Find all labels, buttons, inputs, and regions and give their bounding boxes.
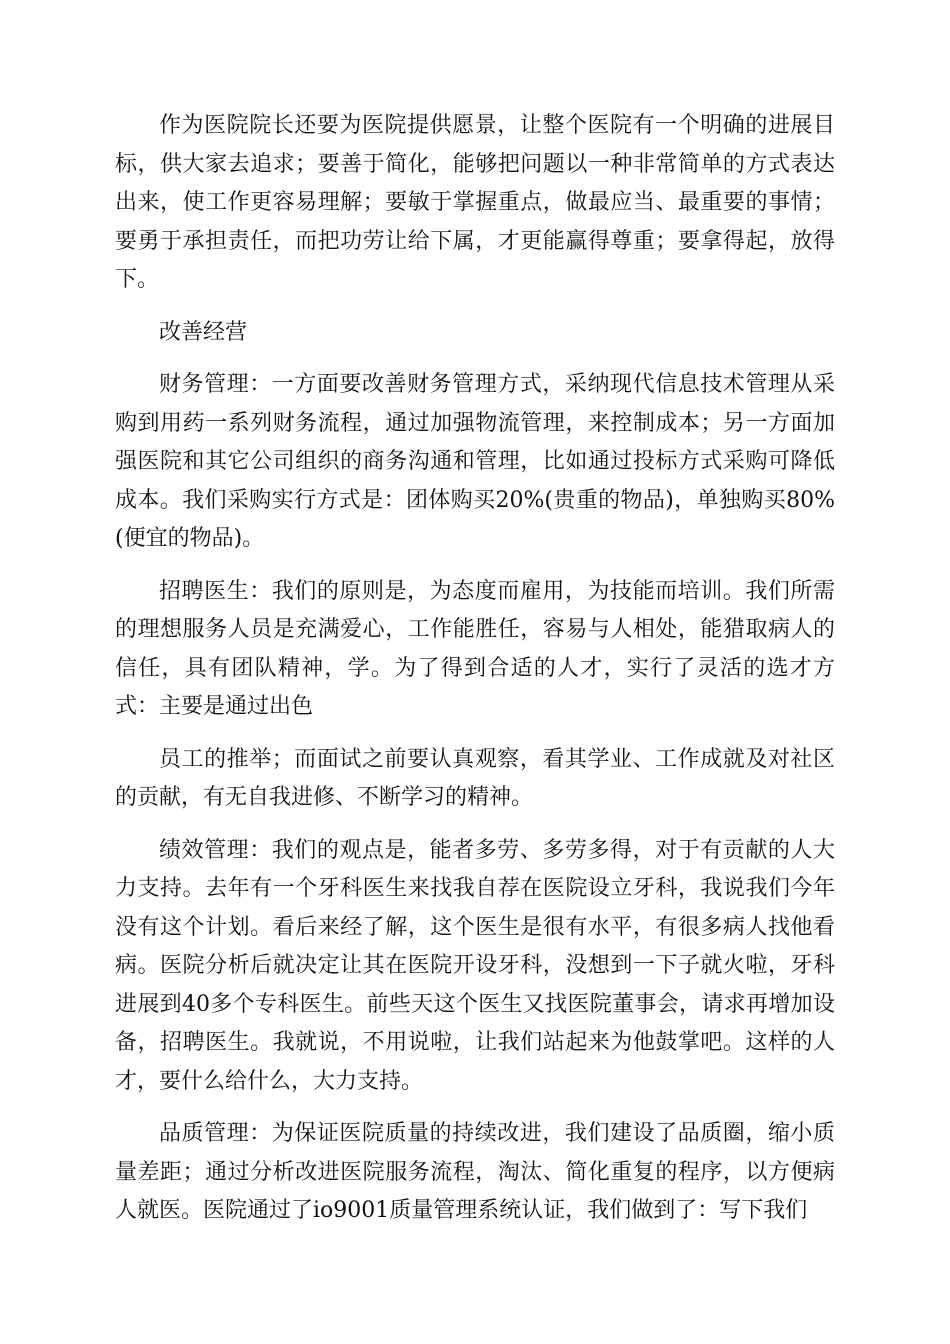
paragraph-recruiting-doctors: 招聘医生：我们的原则是，为态度而雇用，为技能而培训。我们所需的理想服务人员是充满爱心，工作能胜任，容易与人相处，能猎取病人的信任，具有团队精神，学。为了得到合适的人才，实行了灵活的选才方式：主要是通过出色 — [115, 578, 835, 719]
document-body — [115, 107, 835, 1245]
paragraph-quality-management: 品质管理：为保证医院质量的持续改进，我们建设了品质圈，缩小质量差距；通过分析改进医院服务流程，淘汰、简化重复的程序，以方便病人就医。医院通过了io9001质量管理系统认证，我们做到了：写下我们 — [115, 1121, 835, 1223]
paragraph-performance-management: 绩效管理：我们的观点是，能者多劳、多劳多得，对于有贡献的人大力支持。去年有一个牙科医生来找我自荐在医院设立牙科，我说我们今年没有这个计划。看后来经了解，这个医生是很有水平，有很多病人找他看病。医院分析后就决定让其在医院开设牙科，没想到一下子就火啦，牙科进展到40多个专科医生。前些天这个医生又找医院董事会，请求再增加设备，招聘医生。我就说，不用说啦，让我们站起来为他鼓掌吧。这样的人才，要什么给什么，大力支持。 — [115, 837, 835, 1094]
section-heading-improve-operations: 改善经营 — [159, 319, 248, 345]
paragraph-financial-management: 财务管理：一方面要改善财务管理方式，采纳现代信息技术管理从采购到用药一系列财务流程，通过加强物流管理，来控制成本；另一方面加强医院和其它公司组织的商务沟通和管理，比如通过投标方式采购可降低成本。我们采购实行方式是：团体购买20%(贵重的物品)，单独购买80%(便宜的物品)。 — [115, 372, 835, 551]
paragraph-employee-recommendation: 员工的推举；而面试之前要认真观察，看其学业、工作成就及对社区的贡献，有无自我进修、不断学习的精神。 — [115, 746, 835, 810]
paragraph-vision: 作为医院院长还要为医院提供愿景，让整个医院有一个明确的进展目标，供大家去追求；要善于简化，能够把问题以一种非常简单的方式表达出来，使工作更容易理解；要敏于掌握重点，做最应当、最重要的事情；要勇于承担责任，而把功劳让给下属，才更能赢得尊重；要拿得起，放得下。 — [115, 113, 835, 292]
